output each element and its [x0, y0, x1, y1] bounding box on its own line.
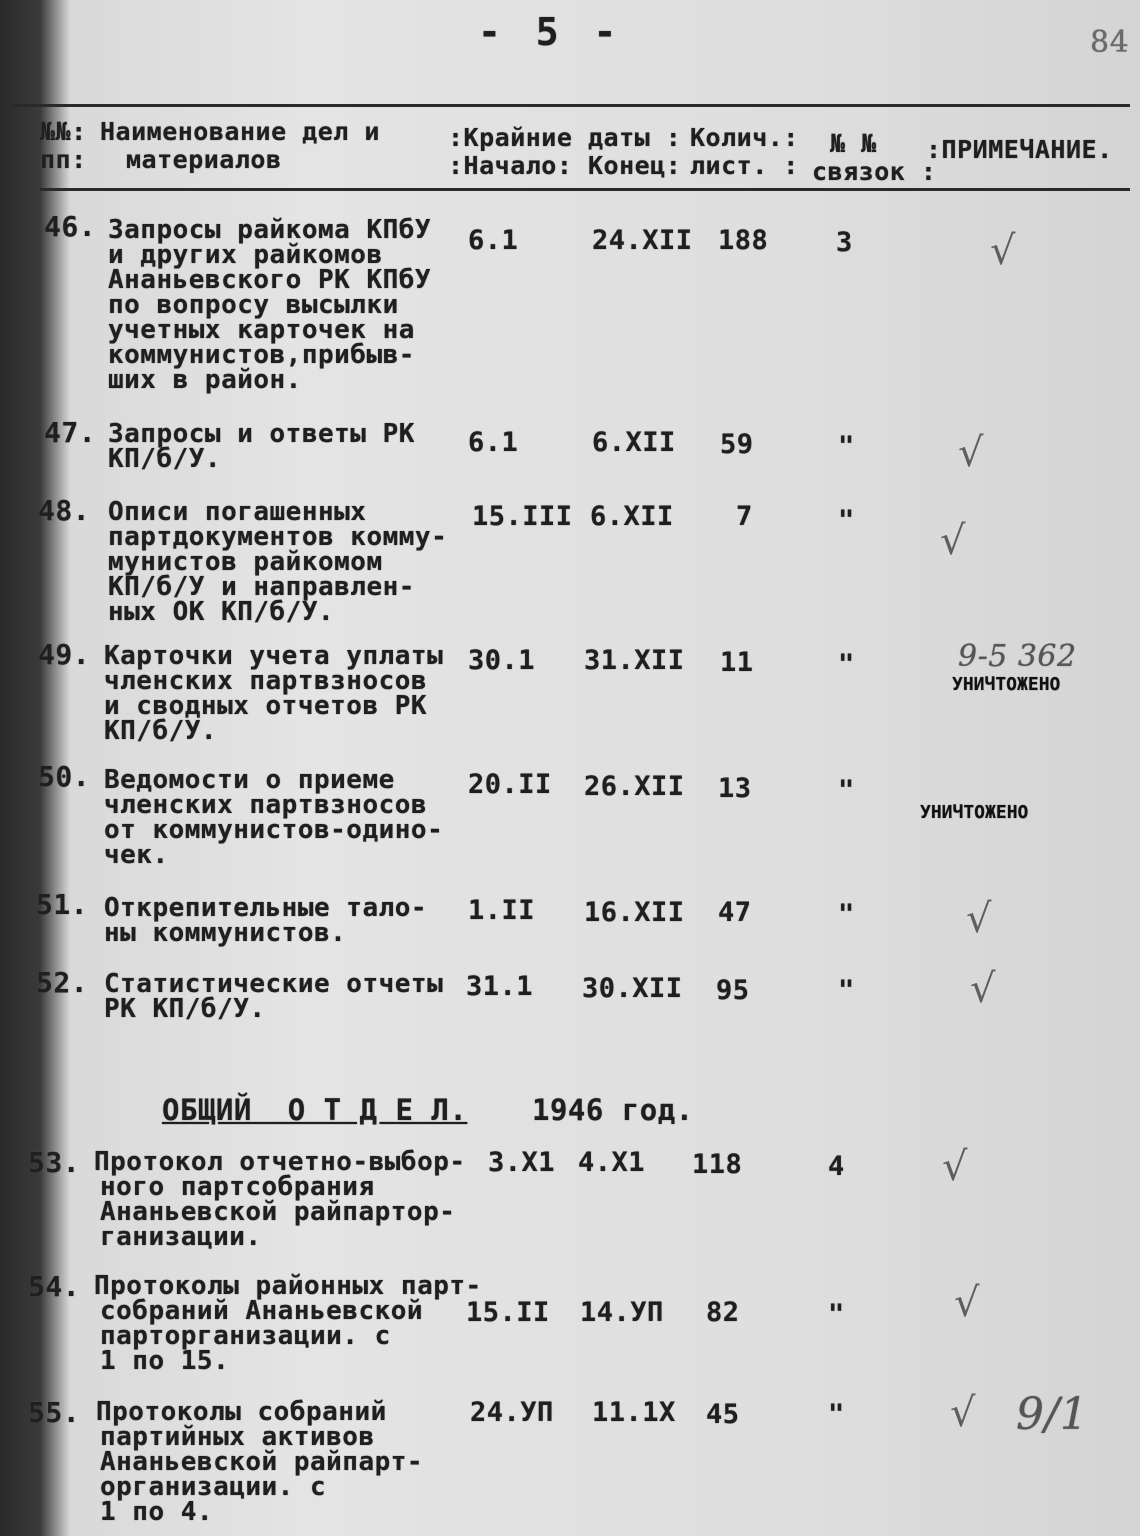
checkmark-icon: √: [990, 228, 1016, 274]
row-title-line: РК КП/б/У.: [104, 994, 266, 1024]
row-number: 50.: [38, 760, 91, 793]
row-sheet-count: 188: [718, 225, 769, 256]
row-title-line: ного партсобрания: [100, 1172, 375, 1202]
checkmark-icon: √: [940, 518, 966, 564]
handwritten-mark: 9-5 362: [958, 639, 1077, 674]
row-number: 53.: [28, 1146, 81, 1179]
row-title-line: и других райкомов: [108, 240, 383, 270]
row-end-date: 24.XII: [592, 225, 693, 256]
row-title-line: собраний Ананьевской: [100, 1296, 424, 1326]
row-bundle: ": [828, 1399, 845, 1430]
row-title-line: Ведомости о приеме: [104, 765, 395, 795]
row-title-line: учетных карточек на: [108, 315, 415, 345]
row-sheet-count: 45: [706, 1399, 740, 1430]
row-number: 54.: [28, 1270, 81, 1303]
row-title-line: по вопросу высылки: [108, 290, 399, 320]
header-col-name-1: Наименование дел и: [100, 117, 380, 146]
header-col-bundle-1: № №: [830, 129, 877, 158]
header-col-dates-1: :Крайние даты :: [448, 123, 682, 152]
row-title-line: и сводных отчетов РК: [104, 691, 428, 721]
row-sheet-count: 13: [718, 773, 752, 804]
row-title-line: членских партвзносов: [104, 666, 428, 696]
row-sheet-count: 47: [718, 897, 752, 928]
header-col-no-2: пп:: [40, 145, 87, 174]
header-top-rule: [10, 104, 1130, 107]
row-title-line: партдокументов комму-: [108, 522, 448, 552]
header-col-bundle-2: связок :: [812, 157, 937, 186]
row-start-date: 24.УП: [470, 1397, 554, 1428]
row-number: 55.: [28, 1396, 81, 1429]
header-col-dates-2: :Начало: Конец:: [448, 151, 682, 180]
section-year: 1946 год.: [532, 1093, 694, 1127]
row-title-line: Статистические отчеты: [104, 969, 444, 999]
row-title-line: Описи погашенных: [108, 497, 367, 527]
row-title-line: КП/б/У.: [108, 444, 222, 474]
row-sheet-count: 59: [720, 429, 754, 460]
row-title-line: Запросы и ответы РК: [108, 419, 415, 449]
page-number: - 5 -: [478, 10, 623, 54]
row-start-date: 3.X1: [488, 1147, 556, 1178]
row-bundle: ": [838, 649, 855, 680]
row-title-line: от коммунистов-одино-: [104, 815, 444, 845]
row-start-date: 15.II: [466, 1297, 550, 1328]
row-bundle: ": [828, 1299, 845, 1330]
row-bundle: ": [838, 899, 855, 930]
row-title-line: Запросы райкома КПбУ: [108, 215, 432, 245]
row-end-date: 4.X1: [578, 1147, 646, 1178]
row-title-line: ганизации.: [100, 1222, 262, 1252]
header-col-count-2: лист. :: [690, 151, 799, 180]
row-title-line: коммунистов,прибыв-: [108, 340, 415, 370]
checkmark-icon: √: [970, 966, 996, 1012]
row-number: 47.: [44, 416, 97, 449]
header-col-count-1: Колич.:: [690, 123, 799, 152]
header-col-no-1: №№:: [40, 117, 87, 146]
row-title-line: КП/б/У и направлен-: [108, 572, 415, 602]
row-bundle: 4: [828, 1151, 845, 1182]
row-title-line: Открепительные тало-: [104, 893, 428, 923]
row-bundle: ": [838, 505, 855, 536]
row-title-line: Ананьевской райпартор-: [100, 1197, 456, 1227]
row-bundle: ": [838, 431, 855, 462]
row-sheet-count: 95: [716, 975, 750, 1006]
row-number: 51.: [36, 888, 89, 921]
checkmark-icon: √: [950, 1390, 976, 1436]
row-end-date: 14.УП: [580, 1297, 664, 1328]
header-col-note: :ПРИМЕЧАНИЕ.: [926, 135, 1113, 164]
row-end-date: 30.XII: [582, 973, 683, 1004]
checkmark-icon: √: [966, 896, 992, 942]
checkmark-icon: √: [958, 430, 984, 476]
row-sheet-count: 118: [692, 1149, 743, 1180]
row-bundle: ": [838, 775, 855, 806]
row-title-line: ны коммунистов.: [104, 918, 347, 948]
row-title-line: Карточки учета уплаты: [104, 641, 444, 671]
row-start-date: 6.1: [468, 427, 519, 458]
row-end-date: 11.1X: [592, 1397, 676, 1428]
destroyed-stamp: УНИЧТОЖЕНО: [920, 802, 1029, 823]
row-start-date: 6.1: [468, 225, 519, 256]
row-sheet-count: 7: [736, 501, 753, 532]
row-title-line: 1 по 4.: [100, 1497, 214, 1527]
row-title-line: 1 по 15.: [100, 1346, 230, 1376]
header-col-name-2: материалов: [126, 145, 282, 174]
row-number: 52.: [36, 966, 89, 999]
row-title-line: мунистов райкомом: [108, 547, 383, 577]
row-number: 48.: [38, 494, 91, 527]
row-title-line: КП/б/У.: [104, 716, 218, 746]
row-title-line: парторганизации. с: [100, 1321, 391, 1351]
row-start-date: 31.1: [466, 971, 534, 1002]
row-number: 49.: [38, 638, 91, 671]
row-title-line: членских партвзносов: [104, 790, 428, 820]
row-title-line: Ананьевской райпарт-: [100, 1447, 424, 1477]
row-end-date: 16.XII: [584, 897, 685, 928]
corner-mark: 84: [1090, 25, 1130, 60]
row-title-line: чек.: [104, 840, 169, 870]
row-number: 46.: [44, 210, 97, 243]
section-title: ОБЩИЙ О Т Д Е Л.: [162, 1093, 468, 1127]
row-end-date: 26.XII: [584, 771, 685, 802]
row-end-date: 6.XII: [590, 501, 674, 532]
checkmark-icon: √: [954, 1280, 980, 1326]
row-start-date: 1.II: [468, 895, 536, 926]
row-title-line: Протоколы районных парт-: [94, 1271, 482, 1301]
row-bundle: 3: [836, 227, 853, 258]
row-sheet-count: 11: [720, 647, 754, 678]
row-title-line: Протоколы собраний: [96, 1397, 387, 1427]
row-title-line: партийных активов: [100, 1422, 375, 1452]
row-start-date: 30.1: [468, 645, 536, 676]
row-bundle: ": [838, 975, 855, 1006]
handwritten-fraction: 9/1: [1016, 1389, 1089, 1440]
row-end-date: 6.XII: [592, 427, 676, 458]
row-title-line: Протокол отчетно-выбор-: [94, 1147, 466, 1177]
row-title-line: ных ОК КП/б/У.: [108, 597, 335, 627]
row-end-date: 31.XII: [584, 645, 685, 676]
destroyed-stamp: УНИЧТОЖЕНО: [952, 674, 1061, 695]
row-start-date: 20.II: [468, 769, 552, 800]
row-title-line: Ананьевского РК КПбУ: [108, 265, 432, 295]
row-title-line: организации. с: [100, 1472, 327, 1502]
row-title-line: ших в район.: [108, 365, 302, 395]
row-start-date: 15.III: [472, 501, 573, 532]
header-bottom-rule: [40, 188, 1130, 191]
checkmark-icon: √: [942, 1144, 968, 1190]
row-sheet-count: 82: [706, 1297, 740, 1328]
